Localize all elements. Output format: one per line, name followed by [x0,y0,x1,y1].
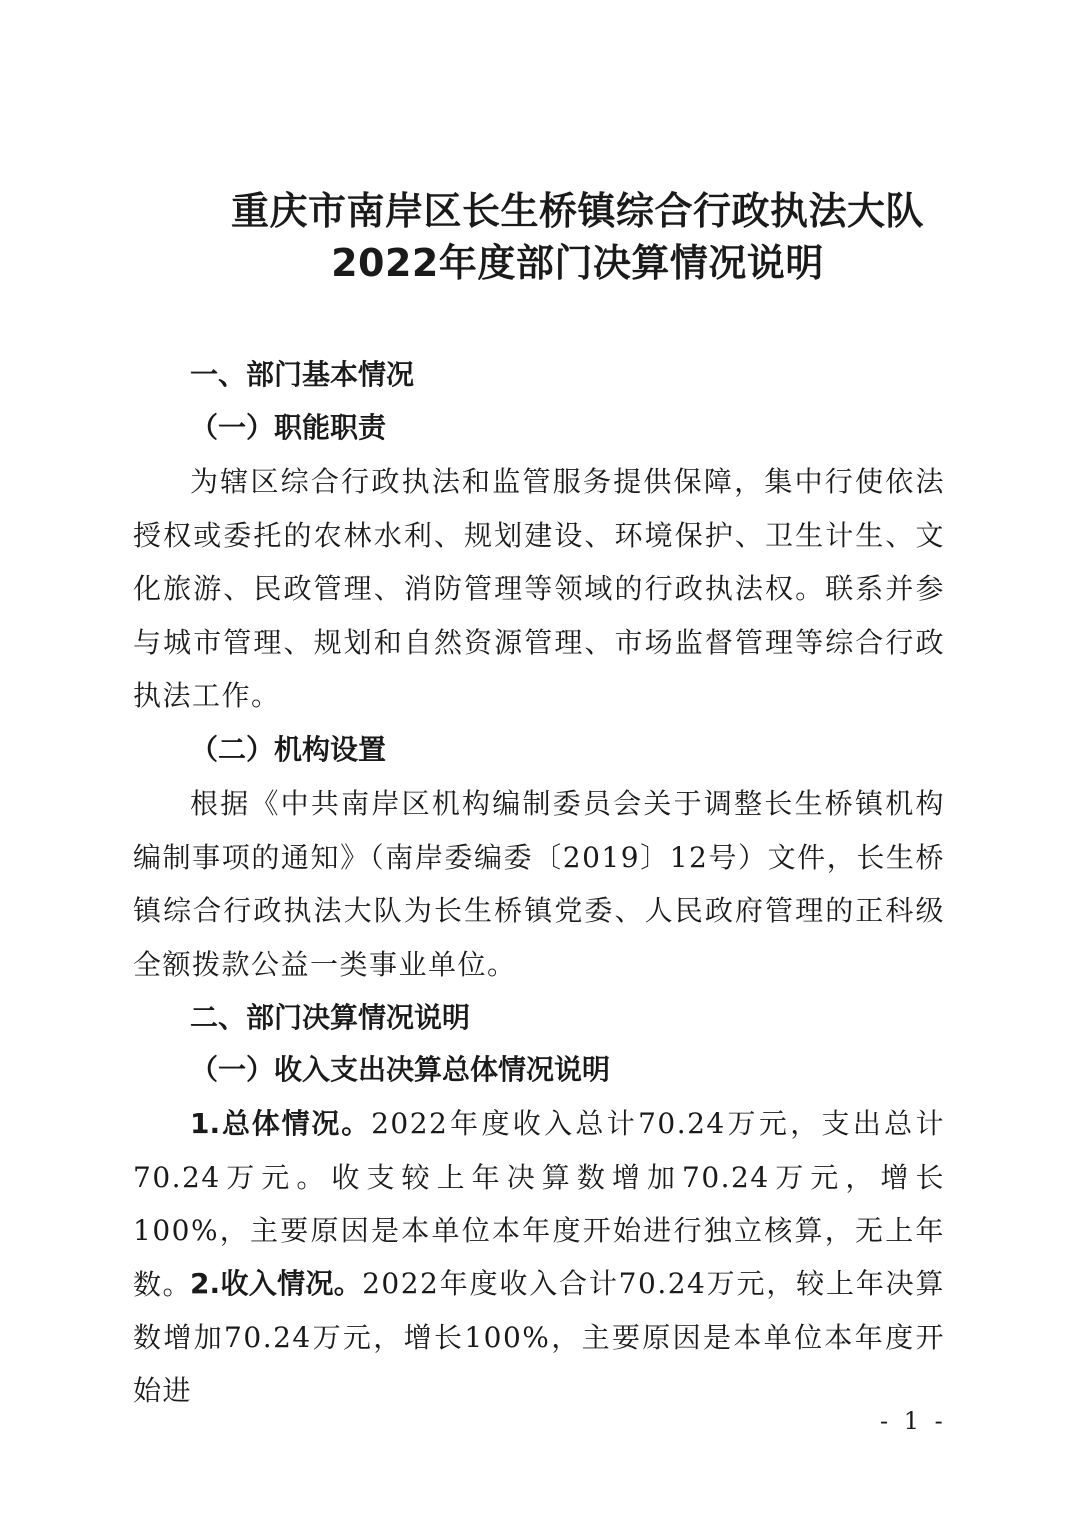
section1-sub2-heading: （二）机构设置 [190,733,387,766]
section2-item2-paragraph [133,1257,945,1418]
section1-sub1-heading: （一）职能职责 [190,411,387,444]
document-title-line2: 2022年度部门决算情况说明 [331,241,824,285]
section2-item2-lead: 2.收入情况。 [190,1267,363,1300]
section1-sub2-paragraph: 根据《中共南岸区机构编制委员会关于调整长生桥镇机构编制事项的通知》（南岸委编委〔2019〕12号）文件，长生桥镇综合行政执法大队为长生桥镇党委、人民政府管理的正科级全额拨款公益一类事业单位。 [133,787,945,981]
section2-sub1-heading: （一）收入支出决算总体情况说明 [190,1053,611,1086]
document-title-line1: 重庆市南岸区长生桥镇综合行政执法大队 [230,189,924,233]
page-number: - 1 - [880,1407,947,1435]
section1-heading: 一、部门基本情况 [190,358,415,391]
section2-item1-text: 2022年度收入总计70.24万元，支出总计70.24万元。收支较上年决算数增加70.24万元，增长100%，主要原因是本单位本年度开始进行独立核算，无上年数。 [133,1107,945,1301]
section1-sub1-paragraph: 为辖区综合行政执法和监管服务提供保障，集中行使依法授权或委托的农林水利、规划建设、环境保护、卫生计生、文化旅游、民政管理、消防管理等领域的行政执法权。联系并参与城市管理、规划和自然资源管理、市场监督管理等综合行政执法工作。 [133,465,945,712]
section2-heading: 二、部门决算情况说明 [190,1001,471,1034]
section2-item1-lead: 1.总体情况。 [190,1107,372,1140]
section2-item2-text: 2022年度收入合计70.24万元，较上年决算数增加70.24万元，增长100%，主要原因是本单位本年度开始进 [133,1267,945,1407]
